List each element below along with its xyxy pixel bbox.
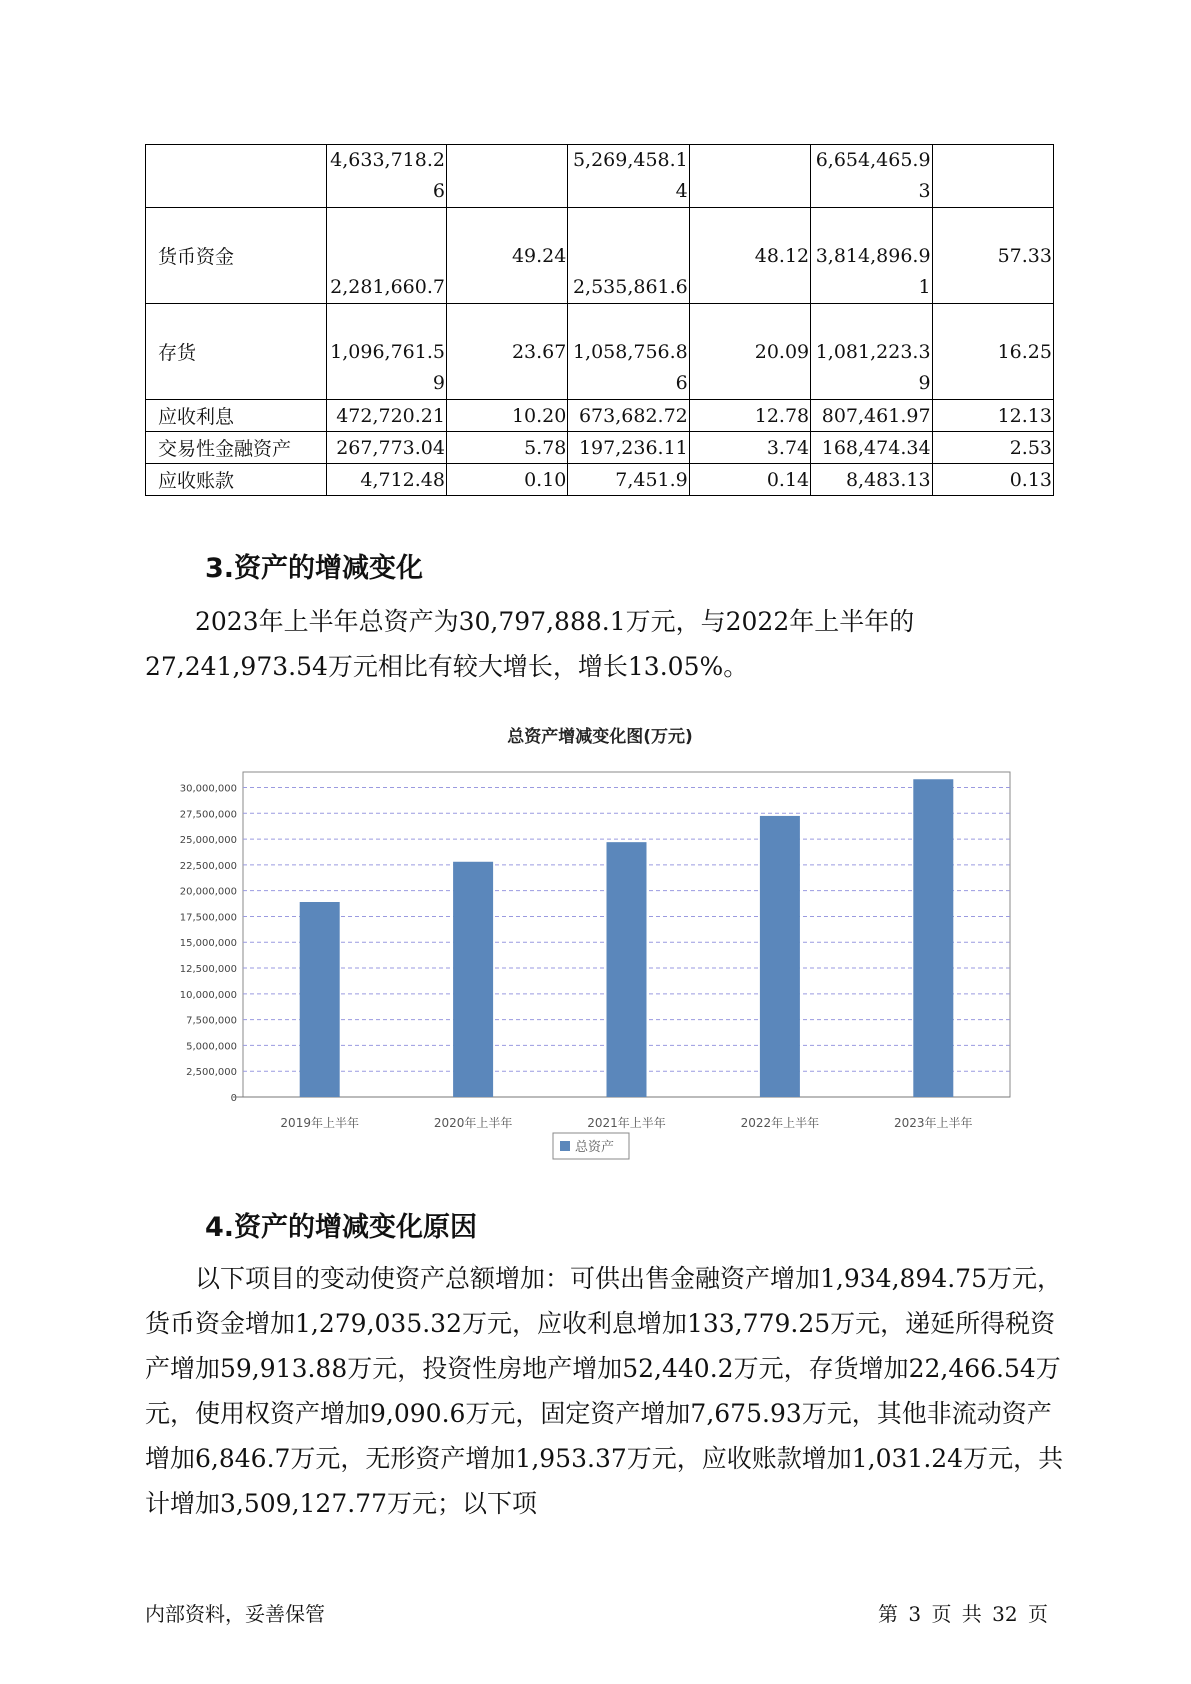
x-tick-label: 2021年上半年: [587, 1116, 666, 1130]
row-label: [146, 145, 327, 208]
value-cell: 472,720.21: [326, 400, 446, 432]
row-label: 货币资金: [146, 208, 327, 304]
table-row: [146, 464, 1054, 496]
value-cell: 5,269,458.14: [568, 145, 689, 208]
value-cell: 2,535,861.6: [568, 208, 689, 304]
percent-cell: 12.78: [689, 400, 810, 432]
value-cell: 7,451.9: [568, 464, 689, 496]
table-row: [146, 145, 1054, 208]
y-tick-label: 22,500,000: [179, 860, 237, 872]
value-cell: 1,096,761.59: [326, 304, 446, 400]
table-row: [146, 208, 1054, 304]
percent-cell: 3.74: [689, 432, 810, 464]
percent-cell: 16.25: [932, 304, 1053, 400]
x-tick-label: 2020年上半年: [433, 1116, 513, 1130]
bar-2022: [760, 816, 800, 1097]
x-tick-label: 2022年上半年: [740, 1116, 820, 1130]
value-cell: 673,682.72: [568, 400, 689, 432]
percent-cell: 49.24: [446, 208, 567, 304]
row-label: 应收账款: [146, 464, 327, 496]
value-cell: 4,633,718.26: [326, 145, 446, 208]
footer-confidential: 内部资料，妥善保管: [145, 1602, 325, 1626]
value-cell: 8,483.13: [811, 464, 932, 496]
percent-cell: 20.09: [689, 304, 810, 400]
table-row: [146, 304, 1054, 400]
y-tick-label: 30,000,000: [179, 783, 237, 795]
section-4-paragraph: 以下项目的变动使资产总额增加：可供出售金融资产增加1,934,894.75万元，货币资金增加1,279,035.32万元，应收利息增加133,779.25万元，递延所得税资产增加59,913.88万元，投资性房地产增加52,440.2万元，存货增加22,466.54万元，使用权资产增加9,090.6万元，固定资产增加7,675.93万元，其他非流动资产增加6,846.7万元，无形资产增加1,953.37万元，应收账款增加1,031.24万元，共计增加3,509,127.77万元；以下项: [145, 1264, 1064, 1518]
x-tick-label: 2019年上半年: [280, 1116, 359, 1130]
table-row: [146, 432, 1054, 464]
x-tick-label: 2023年上半年: [894, 1116, 973, 1130]
y-tick-label: 12,500,000: [179, 964, 237, 976]
section-3-heading: 3.资产的增减变化: [205, 553, 424, 584]
chart-title: 总资产增减变化图(万元): [507, 727, 693, 747]
legend-label: 总资产: [575, 1140, 615, 1155]
bar-2021: [607, 842, 647, 1097]
percent-cell: 48.12: [689, 208, 810, 304]
row-label: 存货: [146, 304, 327, 400]
y-tick-label: 10,000,000: [179, 989, 237, 1001]
percent-cell: [689, 145, 810, 208]
y-tick-label: 20,000,000: [179, 886, 237, 898]
bar-2019: [300, 902, 340, 1097]
percent-cell: 0.14: [689, 464, 810, 496]
value-cell: 267,773.04: [326, 432, 446, 464]
asset-table: [145, 144, 1054, 496]
percent-cell: 23.67: [446, 304, 567, 400]
value-cell: 1,081,223.39: [811, 304, 932, 400]
value-cell: 6,654,465.93: [811, 145, 932, 208]
y-tick-label: 5,000,000: [186, 1041, 237, 1053]
row-label: 交易性金融资产: [146, 432, 327, 464]
percent-cell: 10.20: [446, 400, 567, 432]
percent-cell: 57.33: [932, 208, 1053, 304]
y-tick-label: 15,000,000: [179, 938, 237, 950]
row-label: 应收利息: [146, 400, 327, 432]
value-cell: 4,712.48: [326, 464, 446, 496]
total-assets-chart: [145, 712, 1055, 1172]
section-3-paragraph: 2023年上半年总资产为30,797,888.1万元，与2022年上半年的27,241,973.54万元相比有较大增长，增长13.05%。: [145, 607, 915, 681]
value-cell: 1,058,756.86: [568, 304, 689, 400]
value-cell: 807,461.97: [811, 400, 932, 432]
value-cell: 2,281,660.7: [326, 208, 446, 304]
value-cell: 197,236.11: [568, 432, 689, 464]
value-cell: 3,814,896.91: [811, 208, 932, 304]
percent-cell: 12.13: [932, 400, 1053, 432]
chart-svg: [145, 712, 1055, 1172]
y-tick-label: 17,500,000: [179, 912, 237, 924]
percent-cell: 0.13: [932, 464, 1053, 496]
footer-page-number: 第 3 页 共 32 页: [878, 1602, 1048, 1626]
bar-2023: [913, 779, 953, 1097]
y-tick-label: 27,500,000: [179, 809, 237, 821]
section-4-heading: 4.资产的增减变化原因: [205, 1212, 478, 1243]
value-cell: 168,474.34: [811, 432, 932, 464]
y-tick-label: 25,000,000: [179, 835, 237, 847]
percent-cell: [932, 145, 1053, 208]
percent-cell: 2.53: [932, 432, 1053, 464]
y-tick-label: 2,500,000: [186, 1067, 237, 1079]
y-tick-label: 0: [230, 1093, 237, 1104]
percent-cell: 5.78: [446, 432, 567, 464]
percent-cell: [446, 145, 567, 208]
y-tick-label: 7,500,000: [186, 1015, 237, 1027]
bar-2020: [453, 862, 493, 1097]
percent-cell: 0.10: [446, 464, 567, 496]
legend-swatch: [560, 1141, 570, 1151]
table-row: [146, 400, 1054, 432]
